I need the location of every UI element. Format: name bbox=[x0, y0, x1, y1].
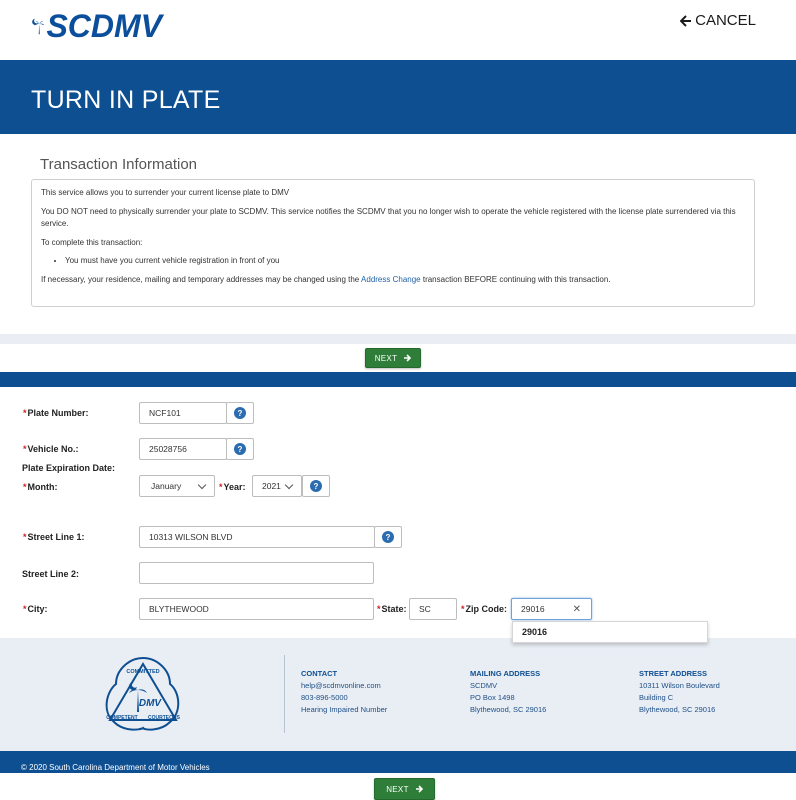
contact-phone: 803-896-5000 bbox=[301, 693, 348, 702]
arrow-left-icon bbox=[680, 15, 692, 27]
vehicle-no-help-button[interactable] bbox=[226, 438, 254, 460]
help-icon: ? bbox=[234, 407, 246, 419]
requirements-list bbox=[65, 255, 745, 268]
street-line: Building C bbox=[639, 693, 674, 702]
month-label: *Month: bbox=[23, 482, 58, 492]
street-line: 10311 Wilson Boulevard bbox=[639, 681, 720, 690]
city-input[interactable]: BLYTHEWOOD bbox=[139, 598, 374, 620]
info-paragraph: This service allows you to surrender your current license plate to DMV bbox=[41, 188, 290, 197]
year-label: *Year: bbox=[219, 482, 246, 492]
state-label: *State: bbox=[377, 604, 407, 614]
zip-code-value: 29016 bbox=[521, 604, 545, 614]
plate-expiration-label: Plate Expiration Date: bbox=[22, 463, 116, 473]
street-line1-label-text: Street Line 1: bbox=[27, 532, 85, 542]
footer-mailing bbox=[470, 669, 546, 716]
zip-code-input[interactable] bbox=[511, 598, 592, 620]
year-select[interactable] bbox=[252, 475, 302, 497]
year-label-text: Year: bbox=[223, 482, 246, 492]
mailing-line: SCDMV bbox=[470, 681, 498, 690]
address-change-link[interactable]: Address Change bbox=[361, 274, 421, 284]
info-text: transaction BEFORE continuing with this transaction. bbox=[420, 274, 611, 284]
help-icon: ? bbox=[310, 480, 322, 492]
state-label-text: State: bbox=[381, 604, 407, 614]
contact-email-link[interactable]: help@scdmvonline.com bbox=[301, 681, 381, 690]
mailing-line: Blythewood, SC 29016 bbox=[470, 705, 547, 714]
next-button-bottom[interactable] bbox=[374, 778, 435, 800]
footer-divider bbox=[284, 655, 285, 733]
transaction-info-title: Transaction Information bbox=[40, 156, 198, 173]
help-icon: ? bbox=[382, 531, 394, 543]
next-label: NEXT bbox=[374, 353, 398, 363]
clear-icon[interactable]: ✕ bbox=[572, 603, 581, 615]
year-value: 2021 bbox=[262, 481, 281, 491]
info-text: If necessary, your residence, mailing and temporary addresses may be changed using the bbox=[41, 274, 362, 284]
mailing-heading: MAILING ADDRESS bbox=[470, 669, 541, 678]
arrow-right-icon bbox=[415, 785, 423, 793]
plate-number-label: *Plate Number: bbox=[23, 408, 89, 418]
street-heading: STREET ADDRESS bbox=[639, 669, 708, 678]
vehicle-no-label-text: Vehicle No.: bbox=[27, 444, 79, 454]
requirement-item: • You must have you current vehicle registration in front of you bbox=[65, 255, 745, 268]
next-button[interactable] bbox=[365, 348, 421, 368]
vehicle-no-input[interactable]: 25028756 bbox=[139, 438, 227, 460]
expiration-help-button[interactable] bbox=[302, 475, 330, 497]
footer-logo-word: COURTEOUS bbox=[148, 715, 180, 721]
vehicle-no-label: *Vehicle No.: bbox=[23, 444, 79, 454]
mailing-line: PO Box 1498 bbox=[470, 693, 515, 702]
plate-number-input[interactable]: NCF101 bbox=[139, 402, 227, 424]
street-line: Blythewood, SC 29016 bbox=[639, 705, 716, 714]
zip-code-label: *Zip Code: bbox=[461, 604, 508, 614]
footer-street bbox=[639, 669, 720, 716]
street-line1-input[interactable]: 10313 WILSON BLVD bbox=[139, 526, 375, 548]
contact-heading: CONTACT bbox=[301, 669, 338, 678]
scdmv-logo[interactable] bbox=[32, 6, 162, 46]
info-paragraph: You DO NOT need to physically surrender your plate to SCDMV. This service notifies the SCDMV that you no longer wish to operate the vehicle registered with the license plate surrendered via this service. bbox=[41, 206, 736, 228]
info-paragraph: To complete this transaction: bbox=[41, 237, 143, 247]
zip-suggestion-item[interactable]: 29016 bbox=[512, 621, 708, 643]
footer-logo-word: COMPETENT bbox=[106, 715, 138, 721]
help-icon: ? bbox=[234, 443, 246, 455]
city-label: *City: bbox=[23, 604, 48, 614]
arrow-right-icon bbox=[403, 354, 411, 362]
month-value: January bbox=[151, 481, 182, 491]
month-select[interactable] bbox=[139, 475, 215, 497]
footer-logo-word: DMV bbox=[138, 698, 162, 709]
plate-number-label-text: Plate Number: bbox=[27, 408, 89, 418]
page-title: TURN IN PLATE bbox=[31, 86, 221, 114]
month-label-text: Month: bbox=[27, 482, 58, 492]
street-line1-label: *Street Line 1: bbox=[23, 532, 85, 542]
hearing-impaired-link[interactable]: Hearing Impaired Number bbox=[301, 705, 388, 714]
footer-contact bbox=[301, 669, 387, 716]
section-bar bbox=[0, 372, 796, 387]
street-help-button[interactable] bbox=[374, 526, 402, 548]
info-paragraph bbox=[41, 274, 745, 287]
footer-logo-word: COMMITTED bbox=[126, 669, 160, 675]
state-input[interactable]: SC bbox=[409, 598, 457, 620]
logo-text: SCDMV bbox=[46, 7, 162, 44]
cancel-button[interactable] bbox=[680, 12, 756, 29]
street-line2-label: Street Line 2: bbox=[22, 569, 80, 579]
transaction-info-box bbox=[31, 179, 755, 307]
street-line2-input[interactable] bbox=[139, 562, 374, 584]
section-divider bbox=[0, 334, 796, 344]
cancel-label: CANCEL bbox=[695, 12, 756, 29]
copyright-text: © 2020 South Carolina Department of Motor Vehicles bbox=[21, 763, 210, 772]
chevron-down-icon bbox=[198, 480, 206, 488]
palmetto-moon-icon bbox=[32, 8, 44, 44]
zip-code-label-text: Zip Code: bbox=[465, 604, 508, 614]
chevron-down-icon bbox=[285, 480, 293, 488]
next-label: NEXT bbox=[386, 784, 409, 794]
dmv-footer-logo bbox=[100, 654, 186, 734]
plate-number-help-button[interactable] bbox=[226, 402, 254, 424]
city-label-text: City: bbox=[27, 604, 48, 614]
